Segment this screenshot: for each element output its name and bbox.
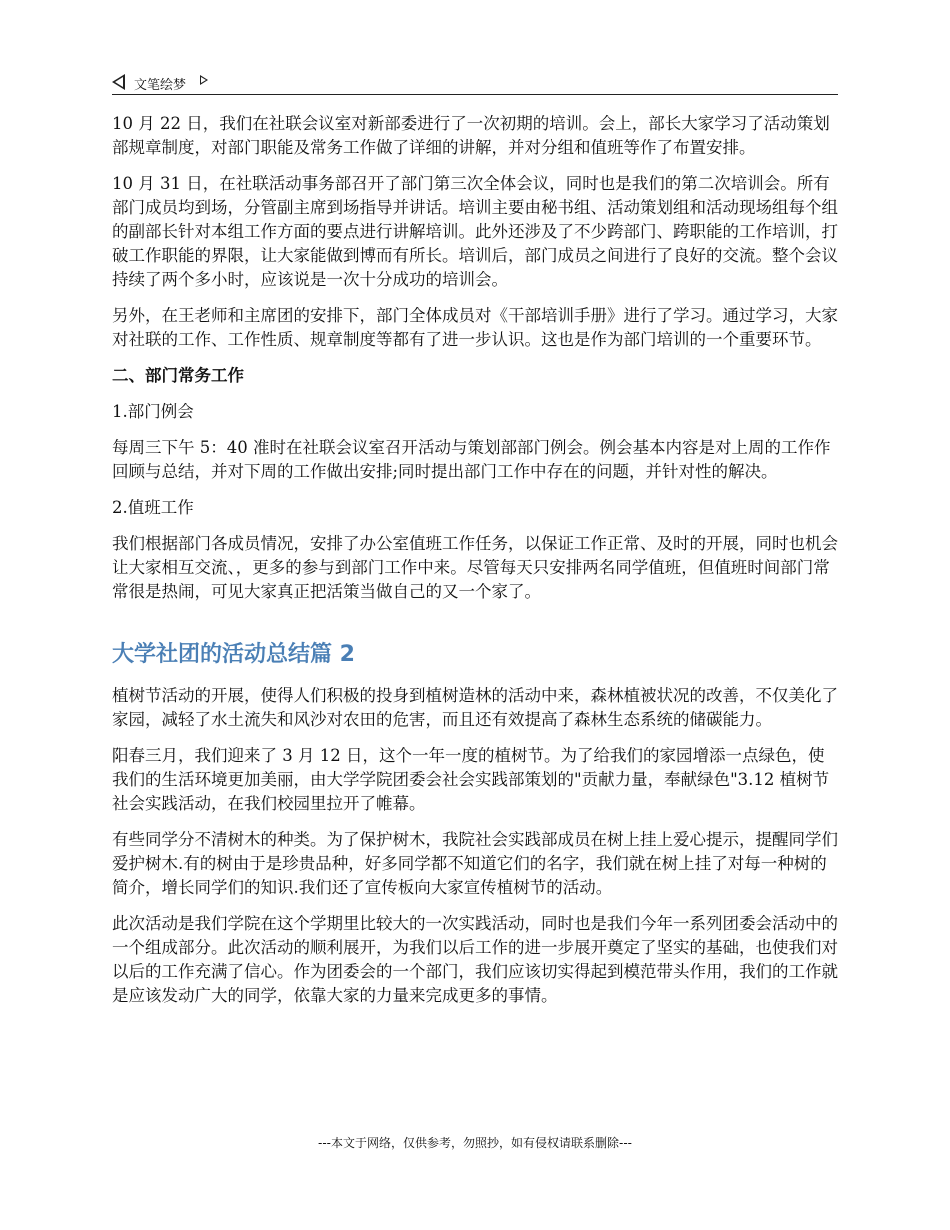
document-header: [112, 70, 838, 95]
triangle-left-icon: [112, 74, 125, 90]
article-title-2: 大学社团的活动总结篇 2: [112, 642, 355, 667]
item-title-weekly-meeting: 1.部门例会: [112, 402, 194, 421]
paragraph-arbor-day-intro: 植树节活动的开展，使得人们积极的投身到植树造林的活动中来，森林植被状况的改善，不仅美化了家园，减轻了水土流失和风沙对农田的危害，而且还有效提高了森林生态系统的储碳能力。: [112, 686, 838, 729]
paragraph-duty-work: 我们根据部门各成员情况，安排了办公室值班工作任务，以保证工作正常、及时的开展，同时也机会让大家相互交流、，更多的参与到部门工作中来。尽管每天只安排两名同学值班，但值班时间部门常常很是热闹，可见大家真正把活策当做自己的又一个家了。: [112, 534, 838, 601]
section-heading-routine-work: 二、部门常务工作: [112, 366, 244, 385]
paragraph-training-oct31: 10 月 31 日，在社联活动事务部召开了部门第三次全体会议，同时也是我们的第二次培训会。所有部门成员均到场，分管副主席到场指导并讲话。培训主要由秘书组、活动策划组和活动现场组每个组的副部长针对本组工作方面的要点进行讲解培训。此外还涉及了不少跨部门、跨职能的工作培训，打破工作职能的界限，让大家能做到博而有所长。培训后，部门成员之间进行了良好的交流。整个会议持续了两个多小时，应该说是一次十分成功的培训会。: [112, 174, 838, 289]
paragraph-weekly-meeting: 每周三下午 5：40 准时在社联会议室召开活动与策划部部门例会。例会基本内容是对上周的工作作回顾与总结，并对下周的工作做出安排;同时提出部门工作中存在的问题，并针对性的解决。: [112, 438, 831, 481]
header-title: 文笔绘梦: [134, 78, 187, 93]
paragraph-arbor-day-event: 阳春三月，我们迎来了 3 月 12 日，这个一年一度的植树节。为了给我们的家园增添一点绿色，使我们的生活环境更加美丽，由大学学院团委会社会实践部策划的"贡献力量，奉献绿色"3.12 植树节社会实践活动，在我们校园里拉开了帷幕。: [112, 746, 830, 813]
document-body: [112, 112, 840, 1020]
paragraph-conclusion: 此次活动是我们学院在这个学期里比较大的一次实践活动，同时也是我们今年一系列团委会活动中的一个组成部分。此次活动的顺利展开，为我们以后工作的进一步展开奠定了坚实的基础，也使我们对以后的工作充满了信心。作为团委会的一个部门，我们应该切实得起到模范带头作用，我们的工作就是应该发动广大的同学，依靠大家的力量来完成更多的事情。: [112, 914, 838, 1005]
item-title-duty-work: 2.值班工作: [112, 498, 194, 517]
paragraph-cadre-manual: 另外，在王老师和主席团的安排下，部门全体成员对《干部培训手册》进行了学习。通过学习，大家对社联的工作、工作性质、规章制度等都有了进一步认识。这也是作为部门培训的一个重要环节。: [112, 306, 838, 349]
triangle-right-icon: [200, 75, 208, 85]
footer-disclaimer: ---本文于网络，仅供参考，勿照抄，如有侵权请联系删除---: [318, 1136, 632, 1150]
paragraph-tree-labels: 有些同学分不清树木的种类。为了保护树木，我院社会实践部成员在树上挂上爱心提示，提醒同学们爱护树木.有的树由于是珍贵品种，好多同学都不知道它们的名字，我们就在树上挂了对每一种树的简介，增长同学们的知识.我们还了宣传板向大家宣传植树节的活动。: [112, 830, 838, 897]
paragraph-training-oct22: 10 月 22 日，我们在社联会议室对新部委进行了一次初期的培训。会上，部长大家学习了活动策划部规章制度，对部门职能及常务工作做了详细的讲解，并对分组和值班等作了布置安排。: [112, 114, 830, 157]
